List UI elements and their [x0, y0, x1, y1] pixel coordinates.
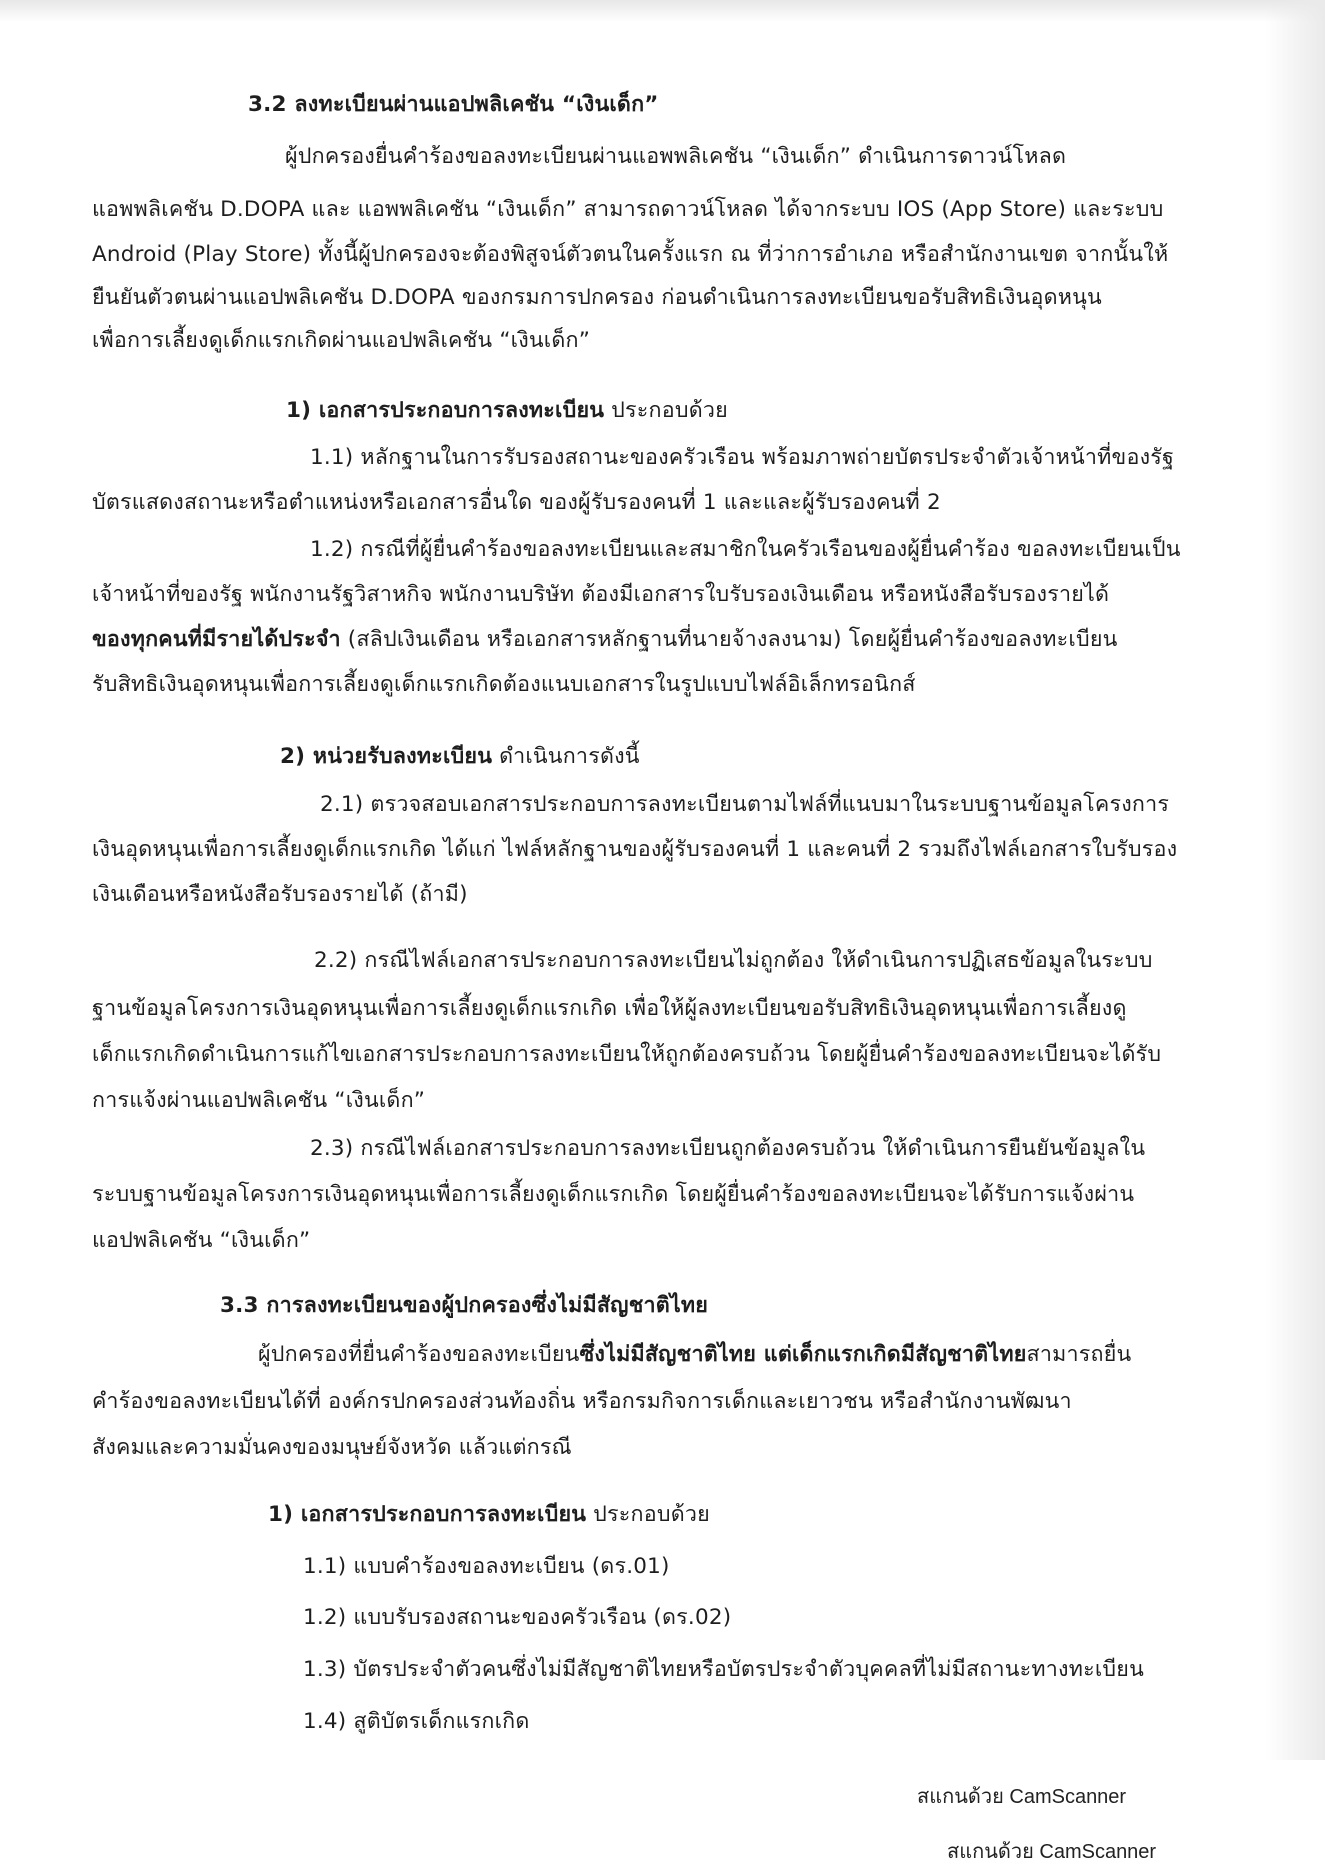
- section-3-3-text: ผู้ปกครองที่ยื่นคำร้องขอลงทะเบียน: [258, 1342, 580, 1367]
- item-1-2-line: เจ้าหน้าที่ของรัฐ พนักงานรัฐวิสาหกิจ พนักงานบริษัท ต้องมีเอกสารใบรับรองเงินเดือน หรือหนังสือรับรองรายได้: [92, 582, 1110, 607]
- section-3-2-paragraph-line: ผู้ปกครองยื่นคำร้องขอลงทะเบียนผ่านแอพพลิเคชัน “เงินเด็ก” ดำเนินการดาวน์โหลด: [285, 144, 1067, 169]
- scan-edge-right: [1265, 0, 1325, 1760]
- section-3-3-paragraph-line: สังคมและความมั่นคงของมนุษย์จังหวัด แล้วแต่กรณี: [92, 1435, 572, 1460]
- item-1-1-line: บัตรแสดงสถานะหรือตำแหน่งหรือเอกสารอื่นใด ของผู้รับรองคนที่ 1 และและผู้รับรองคนที่ 2: [92, 490, 941, 515]
- camscanner-watermark: สแกนด้วย CamScanner: [947, 1841, 1157, 1863]
- section-3-3-sub-item: 1.1) แบบคำร้องขอลงทะเบียน (ดร.01): [303, 1554, 670, 1579]
- section-3-3-bold-text: ซึ่งไม่มีสัญชาติไทย แต่เด็กแรกเกิดมีสัญชาติไทย: [579, 1342, 1027, 1367]
- item-2-3-line: ระบบฐานข้อมูลโครงการเงินอุดหนุนเพื่อการเลี้ยงดูเด็กแรกเกิด โดยผู้ยื่นคำร้องขอลงทะเบียนจะได้รับการแจ้งผ่าน: [92, 1182, 1135, 1207]
- section-3-2-paragraph-line: แอพพลิเคชัน D.DOPA และ แอพพลิเคชัน “เงินเด็ก” สามารถดาวน์โหลด ได้จากระบบ IOS (App Store) และระบบ: [92, 197, 1164, 222]
- item-1-1-line: 1.1) หลักฐานในการรับรองสถานะของครัวเรือน พร้อมภาพถ่ายบัตรประจำตัวเจ้าหน้าที่ของรัฐ: [310, 445, 1175, 470]
- camscanner-watermark: สแกนด้วย CamScanner: [917, 1786, 1127, 1808]
- section-3-3-sub-item: 1.3) บัตรประจำตัวคนซึ่งไม่มีสัญชาติไทยหรือบัตรประจำตัวบุคคลที่ไม่มีสถานะทางทะเบียน: [303, 1657, 1144, 1682]
- section-3-3-paragraph-line: [258, 1340, 1131, 1370]
- item-1-2-text: (สลิปเงินเดือน หรือเอกสารหลักฐานที่นายจ้างลงนาม) โดยผู้ยื่นคำร้องขอลงทะเบียน: [340, 627, 1118, 652]
- item-2-title-line: [280, 742, 640, 772]
- section-3-3-item-1-title-line: [268, 1500, 710, 1530]
- item-2-1-line: 2.1) ตรวจสอบเอกสารประกอบการลงทะเบียนตามไฟล์ที่แนบมาในระบบฐานข้อมูลโครงการ: [320, 792, 1170, 817]
- item-2-2-line: การแจ้งผ่านแอปพลิเคชัน “เงินเด็ก”: [92, 1088, 426, 1113]
- item-1-suffix: ประกอบด้วย: [604, 398, 728, 423]
- item-2-2-line: เด็กแรกเกิดดำเนินการแก้ไขเอกสารประกอบการลงทะเบียนให้ถูกต้องครบถ้วน โดยผู้ยื่นคำร้องขอลงทะเบียนจะได้รับ: [92, 1042, 1162, 1067]
- item-2-2-line: ฐานข้อมูลโครงการเงินอุดหนุนเพื่อการเลี้ยงดูเด็กแรกเกิด เพื่อให้ผู้ลงทะเบียนขอรับสิทธิเงินอุดหนุนเพื่อการเลี้ยงดู: [92, 996, 1127, 1021]
- item-1-title: 1) เอกสารประกอบการลงทะเบียน: [286, 398, 605, 423]
- item-1-2-bold-text: ของทุกคนที่มีรายได้ประจำ: [92, 627, 341, 652]
- section-3-2-paragraph-line: ยืนยันตัวตนผ่านแอปพลิเคชัน D.DOPA ของกรมการปกครอง ก่อนดำเนินการลงทะเบียนขอรับสิทธิเงินอุดหนุน: [92, 285, 1102, 310]
- section-3-2-paragraph-line: Android (Play Store) ทั้งนี้ผู้ปกครองจะต้องพิสูจน์ตัวตนในครั้งแรก ณ ที่ว่าการอำเภอ หรือสำนักงานเขต จากนั้นให้: [92, 242, 1169, 267]
- section-3-3-sub-item: 1.4) สูติบัตรเด็กแรกเกิด: [303, 1709, 530, 1734]
- section-3-3-paragraph-line: คำร้องขอลงทะเบียนได้ที่ องค์กรปกครองส่วนท้องถิ่น หรือกรมกิจการเด็กและเยาวชน หรือสำนักงานพัฒนา: [92, 1389, 1072, 1414]
- section-3-3-item-1-title: 1) เอกสารประกอบการลงทะเบียน: [268, 1502, 587, 1527]
- section-3-3-text: สามารถยื่น: [1026, 1342, 1132, 1367]
- section-3-2-paragraph-line: เพื่อการเลี้ยงดูเด็กแรกเกิดผ่านแอปพลิเคชัน “เงินเด็ก”: [92, 328, 591, 353]
- section-3-3-heading: 3.3 การลงทะเบียนของผู้ปกครองซึ่งไม่มีสัญชาติไทย: [220, 1293, 709, 1318]
- section-3-2-heading: 3.2 ลงทะเบียนผ่านแอปพลิเคชัน “เงินเด็ก”: [248, 92, 659, 117]
- scan-edge-top: [0, 0, 1325, 22]
- section-3-3-sub-item: 1.2) แบบรับรองสถานะของครัวเรือน (ดร.02): [303, 1605, 732, 1630]
- section-3-3-item-1-suffix: ประกอบด้วย: [586, 1502, 710, 1527]
- item-2-3-line: 2.3) กรณีไฟล์เอกสารประกอบการลงทะเบียนถูกต้องครบถ้วน ให้ดำเนินการยืนยันข้อมูลใน: [310, 1136, 1146, 1161]
- item-2-1-line: เงินเดือนหรือหนังสือรับรองรายได้ (ถ้ามี): [92, 882, 468, 907]
- item-2-3-line: แอปพลิเคชัน “เงินเด็ก”: [92, 1228, 311, 1253]
- item-1-2-line: [92, 625, 1118, 655]
- item-2-suffix: ดำเนินการดังนี้: [492, 744, 640, 769]
- item-2-title: 2) หน่วยรับลงทะเบียน: [280, 744, 493, 769]
- item-1-2-line: รับสิทธิเงินอุดหนุนเพื่อการเลี้ยงดูเด็กแรกเกิดต้องแนบเอกสารในรูปแบบไฟล์อิเล็กทรอนิกส์: [92, 672, 916, 697]
- item-2-1-line: เงินอุดหนุนเพื่อการเลี้ยงดูเด็กแรกเกิด ได้แก่ ไฟล์หลักฐานของผู้รับรองคนที่ 1 และคนที่ 2 รวมถึงไฟล์เอกสารใบรับรอง: [92, 837, 1178, 862]
- item-2-2-line: 2.2) กรณีไฟล์เอกสารประกอบการลงทะเบียนไม่ถูกต้อง ให้ดำเนินการปฏิเสธข้อมูลในระบบ: [314, 948, 1153, 973]
- item-1-title-line: [286, 396, 728, 426]
- item-1-2-line: 1.2) กรณีที่ผู้ยื่นคำร้องขอลงทะเบียนและสมาชิกในครัวเรือนของผู้ยื่นคำร้อง ขอลงทะเบียนเป็น: [310, 537, 1181, 562]
